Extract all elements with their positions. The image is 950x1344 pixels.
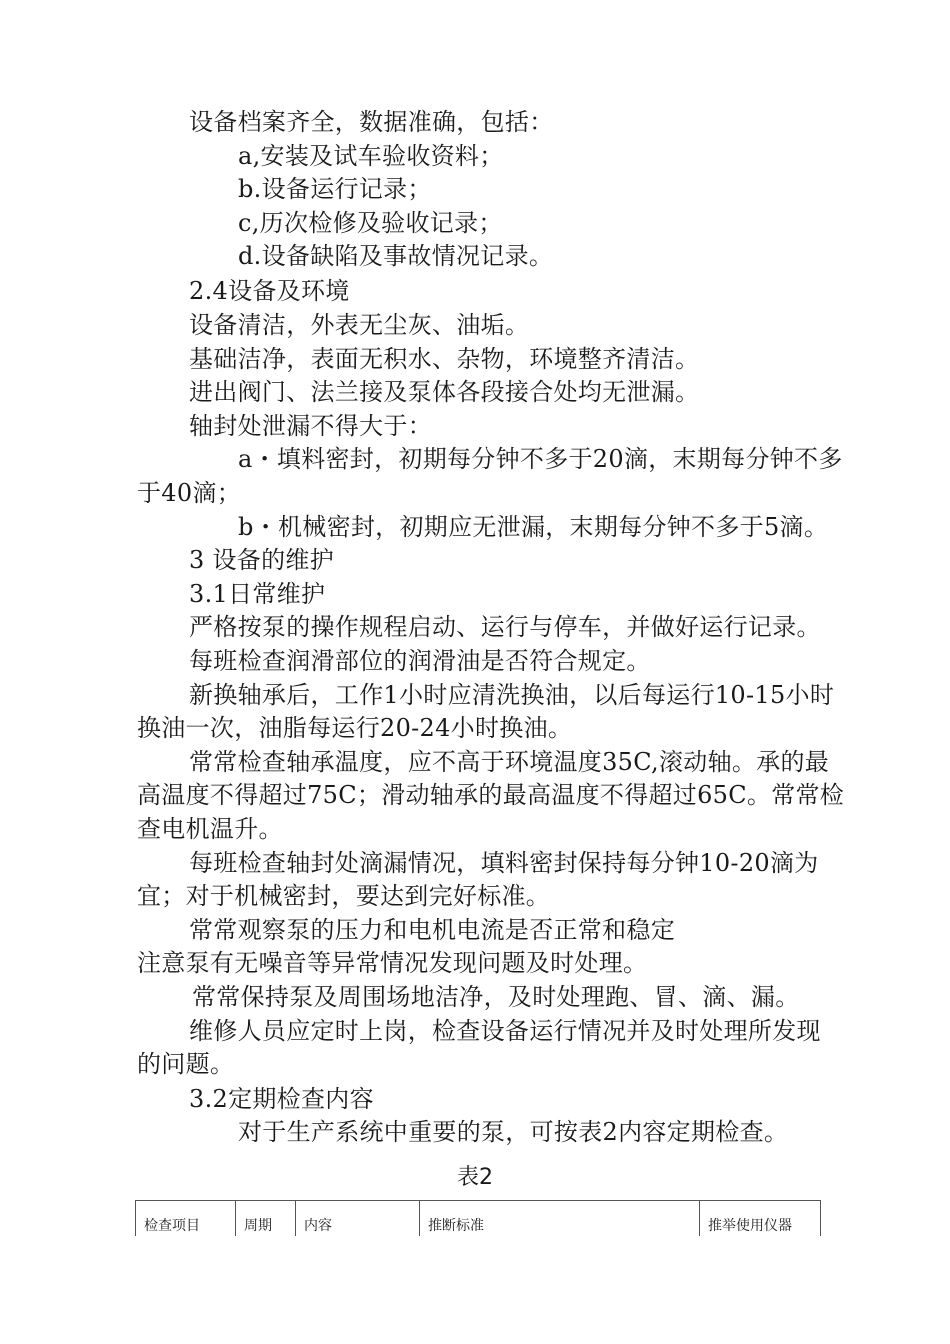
table-header-cell: 检查项目 xyxy=(136,1201,236,1241)
table-header-cell: 推断标准 xyxy=(420,1201,700,1241)
table-caption: 表2 xyxy=(457,1165,493,1190)
text-line: 新换轴承后，工作1小时应清洗换油，以后每运行10-15小时 xyxy=(189,681,835,709)
text-line: 于40滴； xyxy=(137,479,242,507)
text-line: b・机械密封，初期应无泄漏，末期每分钟不多于5滴。 xyxy=(238,513,829,541)
text-line: 设备档案齐全，数据准确，包括： xyxy=(189,108,554,136)
table-header-row xyxy=(136,1201,821,1241)
section-heading: 2.4设备及环境 xyxy=(189,277,350,305)
page-crop-mask xyxy=(0,1236,950,1344)
text-line: 对于生产系统中重要的泵，可按表2内容定期检查。 xyxy=(238,1118,789,1146)
text-line: 严格按泵的操作规程启动、运行与停车，并做好运行记录。 xyxy=(189,613,821,641)
text-line: d.设备缺陷及事故情况记录。 xyxy=(238,242,554,270)
text-line: 基础洁净，表面无积水、杂物，环境整齐清洁。 xyxy=(189,345,700,373)
section-heading: 3.1日常维护 xyxy=(189,580,326,608)
text-line: 进出阀门、法兰接及泵体各段接合处均无泄漏。 xyxy=(189,378,700,406)
text-line: 查电机温升。 xyxy=(137,815,283,843)
text-line: 常常保持泵及周围场地洁净，及时处理跑、冒、滴、漏。 xyxy=(192,983,800,1011)
section-heading: 3.2定期检查内容 xyxy=(189,1085,374,1113)
text-line: 设备清洁，外表无尘灰、油垢。 xyxy=(189,311,530,339)
text-line: a・填料密封，初期每分钟不多于20滴，末期每分钟不多 xyxy=(238,445,843,473)
text-line: a,安装及试车验收资料； xyxy=(238,142,504,170)
text-line: 换油一次，油脂每运行20-24小时换油。 xyxy=(137,714,573,742)
text-line: b.设备运行记录； xyxy=(238,175,432,203)
text-line: 每班检查轴封处滴漏情况，填料密封保持每分钟10-20滴为 xyxy=(189,849,819,877)
text-line: 的问题。 xyxy=(137,1050,235,1078)
table-header-cell: 周期 xyxy=(236,1201,296,1241)
table-header-cell: 推举使用仪器 xyxy=(700,1201,821,1241)
text-line: 高温度不得超过75C；滑动轴承的最高温度不得超过65C。常常检 xyxy=(137,781,845,809)
section-heading: 3 设备的维护 xyxy=(189,546,334,574)
text-line: 维修人员应定时上岗，检查设备运行情况并及时处理所发现 xyxy=(189,1017,821,1045)
text-line: c,历次检修及验收记录； xyxy=(238,209,503,237)
text-line: 每班检查润滑部位的润滑油是否符合规定。 xyxy=(189,647,651,675)
table-header-cell: 内容 xyxy=(296,1201,420,1241)
text-line: 注意泵有无噪音等异常情况发现问题及时处理。 xyxy=(137,949,648,977)
inspection-table xyxy=(135,1200,821,1241)
text-line: 轴封处泄漏不得大于： xyxy=(189,412,432,440)
text-line: 常常检查轴承温度，应不高于环境温度35C,滚动轴。承的最 xyxy=(189,748,830,776)
text-line: 宜；对于机械密封，要达到完好标准。 xyxy=(137,882,551,910)
text-line: 常常观察泵的压力和电机电流是否正常和稳定 xyxy=(189,916,675,944)
